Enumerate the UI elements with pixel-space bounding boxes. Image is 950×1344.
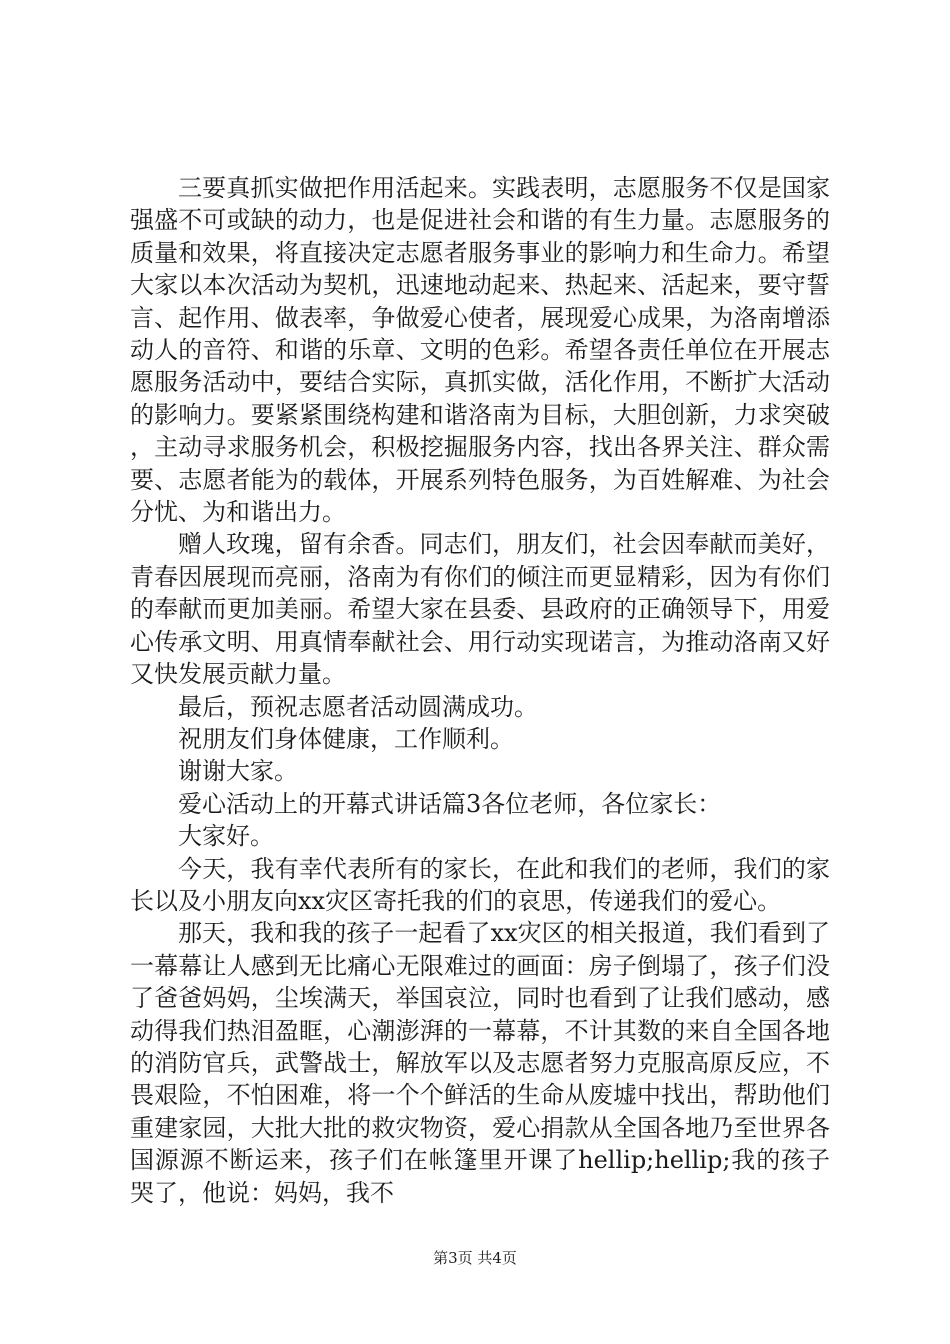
paragraph-5: 谢谢大家。 <box>178 757 298 786</box>
paragraph-4: 祝朋友们身体健康，工作顺利。 <box>178 724 514 753</box>
paragraph-7: 大家好。 <box>178 822 274 851</box>
paragraph-2: 赠人玫瑰，留有余香。同志们，朋友们，社会因奉献而美好，青春因展现而亮丽，洛南为有你们的倾注而更显精彩，因为有你们的奉献而更加美丽。希望大家在县委、县政府的正确领导下，用爱心传承文明、用真情奉献社会、用行动实现诺言，为推动洛南又好又快发展贡献力量。 <box>130 530 830 689</box>
paragraph-6: 爱心活动上的开幕式讲话篇3各位老师，各位家长： <box>178 789 722 818</box>
paragraph-9: 那天，我和我的孩子一起看了xx灾区的相关报道，我们看到了一幕幕让人感到无比痛心无限难过的画面：房子倒塌了，孩子们没了爸爸妈妈，尘埃满天，举国哀泣，同时也看到了让我们感动，感动得我们热泪盈眶，心潮澎湃的一幕幕，不计其数的来自全国各地的消防官兵，武警战士，解放军以及志愿者努力克服高原反应，不畏艰险，不怕困难，将一个个鲜活的生命从废墟中找出，帮助他们重建家园，大批大批的救灾物资，爱心捐款从全国各地乃至世界各国源源不断运来，孩子们在帐篷里开课了hellip;hellip;我的孩子哭了，他说：妈妈，我不 <box>130 919 830 1207</box>
document-body <box>130 172 830 1209</box>
paragraph-3: 最后，预祝志愿者活动圆满成功。 <box>178 692 538 721</box>
paragraph-8: 今天，我有幸代表所有的家长，在此和我们的老师，我们的家长以及小朋友向xx灾区寄托我的们的哀思，传递我们的爱心。 <box>130 854 830 915</box>
paragraph-1: 三要真抓实做把作用活起来。实践表明，志愿服务不仅是国家强盛不可或缺的动力，也是促进社会和谐的有生力量。志愿服务的质量和效果，将直接决定志愿者服务事业的影响力和生命力。希望大家以本次活动为契机，迅速地动起来、热起来、活起来，要守誓言、起作用、做表率，争做爱心使者，展现爱心成果，为洛南增添动人的音符、和谐的乐章、文明的色彩。希望各责任单位在开展志愿服务活动中，要结合实际，真抓实做，活化作用，不断扩大活动的影响力。要紧紧围绕构建和谐洛南为目标，大胆创新，力求突破，主动寻求服务机会，积极挖掘服务内容，找出各界关注、群众需要、志愿者能为的载体，开展系列特色服务，为百姓解难、为社会分忧、为和谐出力。 <box>130 174 830 527</box>
page-footer: 第3页 共4页 <box>433 1249 517 1267</box>
